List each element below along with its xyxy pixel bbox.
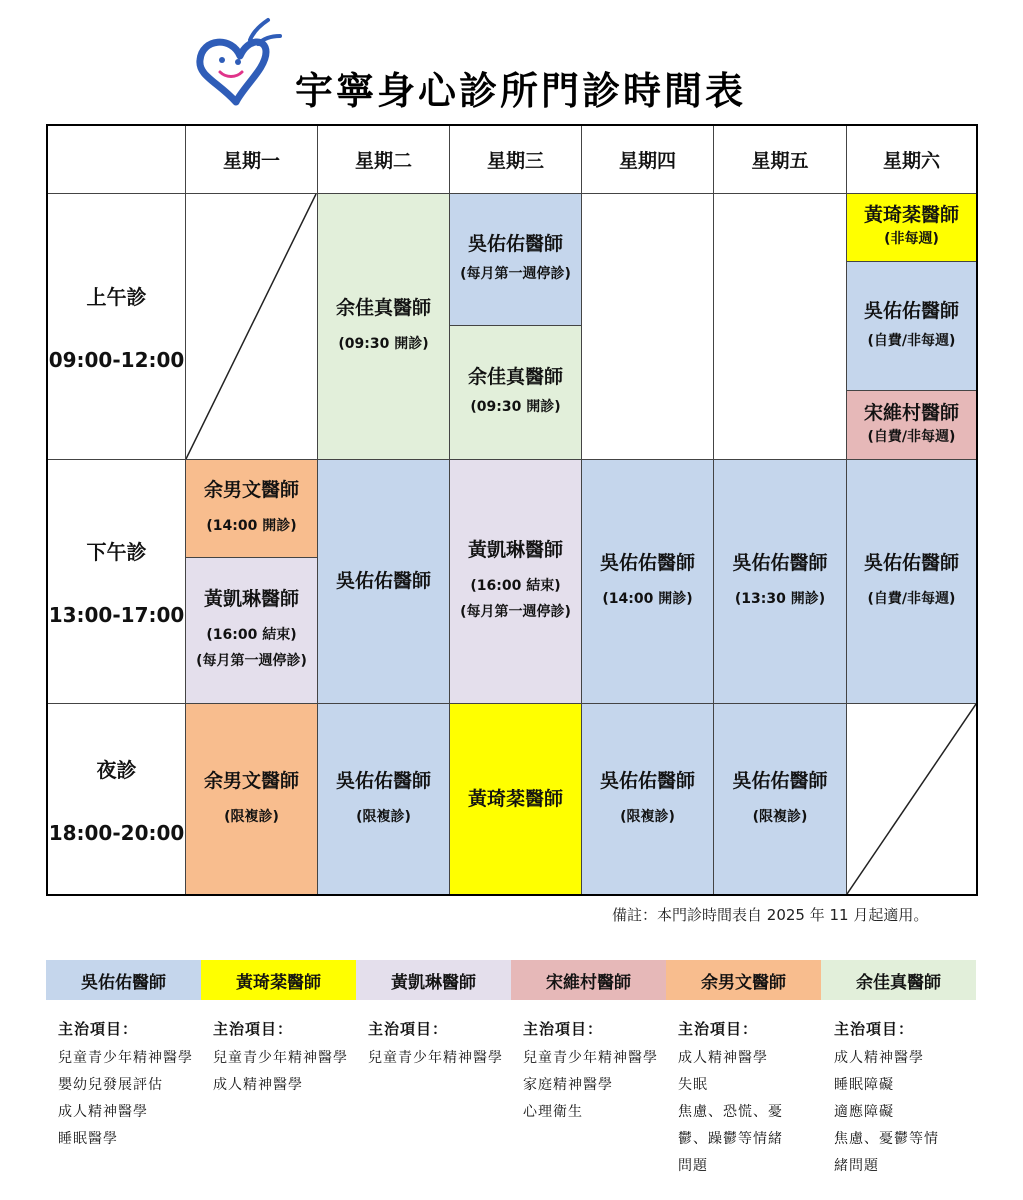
session-evening: 夜診 18:00-20:00 bbox=[48, 704, 186, 894]
ev-tue-slot: 吳佑佑醫師 (限複診) bbox=[318, 704, 450, 894]
pm-tue-slot: 吳佑佑醫師 bbox=[318, 460, 450, 704]
schedule-table bbox=[46, 124, 978, 896]
am-tue-slot: 余佳真醫師 (09:30 開診) bbox=[318, 194, 450, 460]
pm-mon-slot-2: 黃凱琳醫師 (16:00 結束) (每月第一週停診) bbox=[186, 558, 318, 704]
specialty-list-yu-jia: 主治項目： 成人精神醫學 睡眠障礙 適應障礙 焦慮、憂鬱等情 緒問題 bbox=[834, 1020, 939, 1174]
session-morning: 上午診 09:00-12:00 bbox=[48, 194, 186, 460]
am-wed-slot-1: 吳佑佑醫師 (每月第一週停診) bbox=[450, 194, 582, 326]
day-header-tue: 星期二 bbox=[318, 126, 450, 194]
ev-wed-slot: 黃琦棻醫師 bbox=[450, 704, 582, 894]
clinic-heart-logo bbox=[192, 16, 284, 108]
day-header-wed: 星期三 bbox=[450, 126, 582, 194]
session-afternoon: 下午診 13:00-17:00 bbox=[48, 460, 186, 704]
ev-mon-slot: 余男文醫師 (限複診) bbox=[186, 704, 318, 894]
am-wed-slot-2: 余佳真醫師 (09:30 開診) bbox=[450, 326, 582, 460]
day-header-fri: 星期五 bbox=[714, 126, 847, 194]
ev-thu-slot: 吳佑佑醫師 (限複診) bbox=[582, 704, 714, 894]
specialty-list-huang-kai: 主治項目： 兒童青少年精神醫學 bbox=[368, 1020, 503, 1066]
am-sat-slot-2: 吳佑佑醫師 (自費/非每週) bbox=[847, 262, 976, 391]
pm-sat-slot: 吳佑佑醫師 (自費/非每週) bbox=[847, 460, 976, 704]
corner-cell bbox=[48, 126, 186, 194]
day-header-sat: 星期六 bbox=[847, 126, 976, 194]
specialty-list-wu: 主治項目： 兒童青少年精神醫學 嬰幼兒發展評估 成人精神醫學 睡眠醫學 bbox=[58, 1020, 193, 1147]
legend-doctor-song: 宋維村醫師 bbox=[511, 960, 666, 1000]
legend-doctor-yu-nan: 余男文醫師 bbox=[666, 960, 821, 1000]
day-header-mon: 星期一 bbox=[186, 126, 318, 194]
pm-fri-slot: 吳佑佑醫師 (13:30 開診) bbox=[714, 460, 847, 704]
legend-doctor-huang-qi: 黃琦棻醫師 bbox=[201, 960, 356, 1000]
ev-fri-slot: 吳佑佑醫師 (限複診) bbox=[714, 704, 847, 894]
pm-wed-slot: 黃凱琳醫師 (16:00 結束) (每月第一週停診) bbox=[450, 460, 582, 704]
footnote: 備註：本門診時間表自 2025 年 11 月起適用。 bbox=[612, 906, 929, 924]
am-thu-empty bbox=[582, 194, 714, 460]
day-header-thu: 星期四 bbox=[582, 126, 714, 194]
ev-sat-closed bbox=[847, 704, 976, 894]
page-title: 宇寧身心診所門診時間表 bbox=[295, 68, 747, 113]
am-mon-closed bbox=[186, 194, 318, 460]
specialty-list-yu-nan: 主治項目： 成人精神醫學 失眠 焦慮、恐慌、憂 鬱、躁鬱等情緒 問題 bbox=[678, 1020, 783, 1174]
am-sat-slot-1: 黃琦棻醫師 (非每週) bbox=[847, 194, 976, 262]
pm-mon-slot-1: 余男文醫師 (14:00 開診) bbox=[186, 460, 318, 558]
legend-doctor-wu: 吳佑佑醫師 bbox=[46, 960, 201, 1000]
specialty-list-song: 主治項目： 兒童青少年精神醫學 家庭精神醫學 心理衛生 bbox=[523, 1020, 658, 1120]
no-clinic-slash bbox=[847, 704, 976, 894]
am-fri-empty bbox=[714, 194, 847, 460]
pm-thu-slot: 吳佑佑醫師 (14:00 開診) bbox=[582, 460, 714, 704]
legend-doctor-huang-kai: 黃凱琳醫師 bbox=[356, 960, 511, 1000]
specialty-list-huang-qi: 主治項目： 兒童青少年精神醫學 成人精神醫學 bbox=[213, 1020, 348, 1093]
am-sat-slot-3: 宋維村醫師 (自費/非每週) bbox=[847, 391, 976, 460]
legend-doctor-yu-jia: 余佳真醫師 bbox=[821, 960, 976, 1000]
no-clinic-slash bbox=[186, 194, 317, 459]
